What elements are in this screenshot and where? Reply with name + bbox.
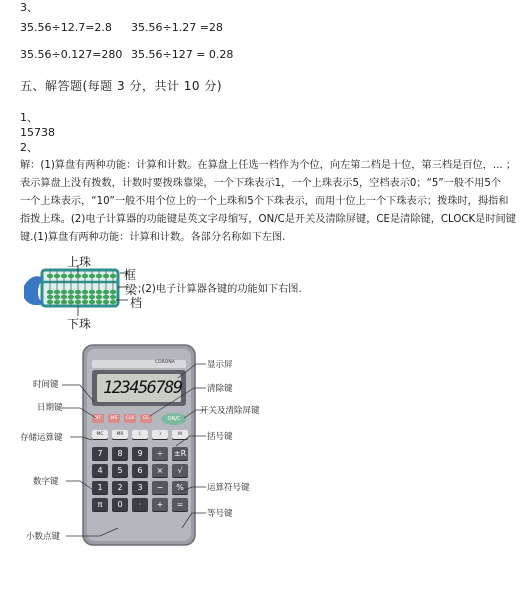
section-3-number: 3、 xyxy=(20,1,38,14)
question-2-number: 2、 xyxy=(20,141,38,154)
abacus-caption: ;(2)电子计算器各键的功能如下右图. xyxy=(138,284,302,295)
answer-line-4: 指拨上珠。(2)电子计算器的功能键是英文字母缩写，ON/C是开关及清除屏键，CE是清除键，CLOCK是时间键 xyxy=(20,214,516,225)
calculator-key[interactable]: 8 xyxy=(112,447,128,460)
label-date-key: 日期键 xyxy=(37,403,63,413)
calculator-key[interactable]: 1 xyxy=(92,481,108,494)
abacus-label-top: 上珠 xyxy=(67,255,92,269)
equation-4: 35.56÷127 = 0.28 xyxy=(131,48,234,61)
equation-1: 35.56÷12.7=2.8 xyxy=(20,21,112,34)
section-5-title: 五、解答题(每题 3 分，共计 10 分) xyxy=(20,79,223,93)
calculator-key[interactable]: 9 xyxy=(132,447,148,460)
calculator-key[interactable]: − xyxy=(152,481,168,494)
calculator-key[interactable]: 4 xyxy=(92,464,108,477)
calculator-key[interactable]: % xyxy=(172,481,188,494)
calculator-brand: CORONA xyxy=(155,360,175,365)
label-on-clear-key: 开关及清除屏键 xyxy=(200,406,260,416)
calculator-key[interactable]: ) xyxy=(152,430,168,439)
calculator-key[interactable]: × xyxy=(152,464,168,477)
equation-2: 35.56÷1.27 =28 xyxy=(131,21,223,34)
calculator-key[interactable]: 6 xyxy=(132,464,148,477)
calculator-display: 123456789 xyxy=(103,378,182,398)
label-time-key: 时间键 xyxy=(33,380,59,390)
key-ms[interactable]: MS xyxy=(110,416,118,421)
equation-3: 35.56÷0.127=280 xyxy=(20,48,123,61)
calculator-key[interactable]: 5 xyxy=(112,464,128,477)
question-1-answer: 15738 xyxy=(20,126,55,139)
label-equals-key: 等号键 xyxy=(207,509,233,519)
label-memory-key: 存储运算键 xyxy=(20,433,63,443)
key-on-c[interactable]: ON/C xyxy=(167,416,181,422)
calculator-key[interactable]: ±R xyxy=(173,449,187,458)
calculator-key[interactable]: 0 xyxy=(112,498,128,511)
abacus-label-beam: 梁 xyxy=(125,283,138,297)
label-bracket-key: 括号键 xyxy=(207,432,233,442)
calculator-key[interactable]: MR xyxy=(112,430,128,439)
calculator-key[interactable]: = xyxy=(172,498,188,511)
answer-line-2: 表示算盘上没有拨数，计数时要拨珠靠梁，一个下珠表示1，一个上珠表示5，空档表示0；“5”一般不用5个 xyxy=(20,178,502,189)
calculator-key[interactable]: 7 xyxy=(92,447,108,460)
label-display: 显示屏 xyxy=(207,360,233,370)
key-ce[interactable]: CE xyxy=(143,416,149,421)
answer-line-5: 键.(1)算盘有两种功能：计算和计数。各部分名称如下左图. xyxy=(20,232,286,243)
calculator-key[interactable]: π xyxy=(92,498,108,511)
calculator-key[interactable]: · xyxy=(132,498,148,511)
answer-line-1: 解：(1)算盘有两种功能：计算和计数。在算盘上任选一档作为个位，向左第二档是十位，第三档是百位，... ； xyxy=(20,160,517,171)
calculator-key[interactable]: M xyxy=(172,430,188,439)
label-decimal-key: 小数点键 xyxy=(26,532,61,542)
calculator-key[interactable]: ( xyxy=(132,430,148,439)
calculator-key[interactable]: + xyxy=(152,498,168,511)
calculator-key[interactable]: MC xyxy=(92,430,108,439)
calculator-key[interactable]: 3 xyxy=(132,481,148,494)
abacus-label-bottom: 下珠 xyxy=(67,317,92,331)
key-mt[interactable]: MT xyxy=(94,416,102,421)
question-1-number: 1、 xyxy=(20,111,38,124)
label-digit-key: 数字键 xyxy=(33,477,59,487)
key-clk[interactable]: CLK xyxy=(125,416,135,421)
label-operator-key: 运算符号键 xyxy=(207,483,250,493)
answer-line-3: 一个上珠表示，“10”一般不用个位上的一个上珠和5个下珠表示，而用十位上一个下珠表示；拨珠时，拇指和 xyxy=(20,196,509,207)
calculator-key[interactable]: 2 xyxy=(112,481,128,494)
abacus-label-frame: 框 xyxy=(124,268,137,282)
label-clear-key: 清除键 xyxy=(207,384,233,394)
calculator-key[interactable]: ÷ xyxy=(152,447,168,460)
calculator-key[interactable]: √ xyxy=(172,464,188,477)
abacus-label-rod: 档 xyxy=(130,296,143,310)
